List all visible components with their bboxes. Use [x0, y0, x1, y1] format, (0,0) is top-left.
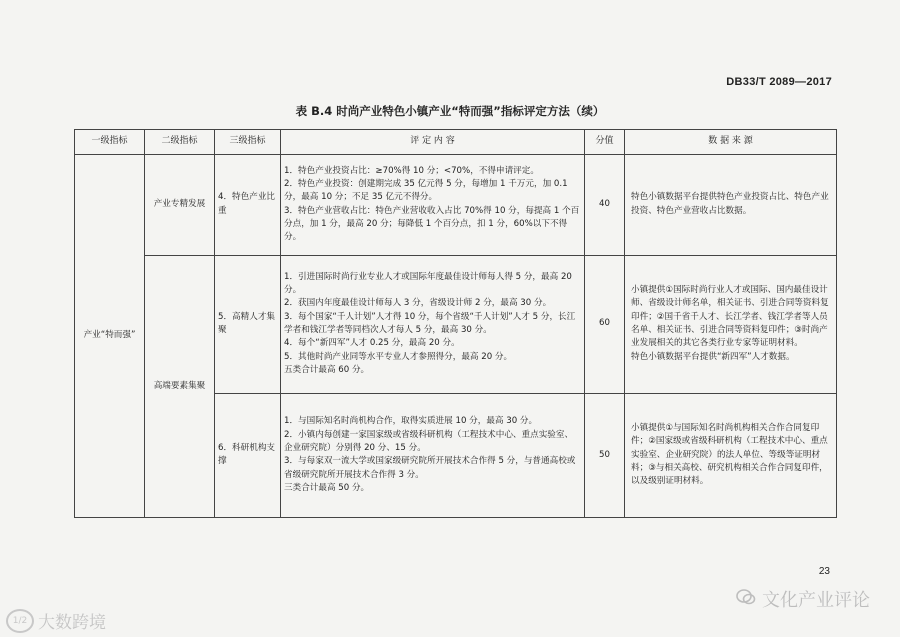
score-cell: 60 [585, 255, 625, 393]
header-source: 数 据 来 源 [625, 130, 837, 155]
header-level1: 一级指标 [75, 130, 145, 155]
criteria-line: 五类合计最高 60 分。 [284, 365, 370, 375]
criteria-cell [281, 155, 585, 256]
criteria-line: 3．每个国家“千人计划”人才得 10 分，每个省级“千人计划”人才 5 分，长江学者和钱江学者等同档次人才每人 5 分，最高 30 分。 [284, 311, 576, 336]
evaluation-table [74, 129, 837, 518]
header-criteria: 评 定 内 容 [281, 130, 585, 155]
table-row [75, 255, 837, 393]
criteria-line: 1．特色产业投资占比：≥70%得 10 分；<70%，不得申请评定。 [284, 165, 539, 176]
header-level3: 三级指标 [215, 130, 281, 155]
criteria-line: 3．特色产业营收占比：特色产业营收收入占比 70%得 10 分，每提高 1 个百分点，加 1 分，最高 20 分；每降低 1 个百分点，扣 1 分，60%以下不得分。 [284, 205, 580, 243]
level3-cell: 5．高精人才集聚 [215, 255, 281, 393]
table-title: 表 B.4 时尚产业特色小镇产业“特而强”指标评定方法（续） [295, 104, 605, 118]
table-row [75, 155, 837, 256]
criteria-line: 1．与国际知名时尚机构合作，取得实质进展 10 分，最高 30 分。 [284, 416, 538, 427]
header-level2: 二级指标 [145, 130, 215, 155]
level1-cell: 产业“特而强” [75, 155, 145, 518]
criteria-line: 4．每个“新四军”人才 0.25 分，最高 20 分。 [284, 338, 460, 349]
level3-cell: 6．科研机构支撑 [215, 393, 281, 517]
source-cell: 小镇提供①国际时尚行业人才或国际、国内最佳设计师、省级设计师名单，相关证书、引进合同等资料复印件；②国千省千人才、长江学者、钱江学者等人员名单、相关证书、引进合同等资料复印件；③时尚产业发展相关的其它各类行业专家等证明材料。 特色小镇数据平台提供“新四军”人才数据。 [625, 255, 837, 393]
criteria-line: 2．小镇内每创建一家国家级或省级科研机构（工程技术中心、重点实验室、企业研究院）分别得 20 分、15 分。 [284, 429, 574, 453]
criteria-cell [281, 255, 585, 393]
criteria-line: 三类合计最高 50 分。 [284, 482, 370, 493]
criteria-line: 3．与每家双一流大学或国家级研究院所开展技术合作得 5 分，与普通高校或省级研究院所开展技术合作得 3 分。 [284, 456, 576, 480]
watermark-right-text: 文化产业评论 [762, 590, 870, 611]
watermark-left [6, 608, 106, 633]
watermark-logo-icon: 1/2 [6, 609, 34, 633]
level2-cell: 产业专精发展 [145, 155, 215, 256]
criteria-line: 2．获国内年度最佳设计师每人 3 分，省级设计师 2 分，最高 30 分。 [284, 298, 552, 309]
table-header-row [75, 130, 837, 155]
page-number: 23 [818, 566, 830, 577]
source-cell: 小镇提供①与国际知名时尚机构相关合作合同复印件；②国家级或省级科研机构（工程技术中心、重点实验室、企业研究院）的法人单位、等级等证明材料；③与相关高校、研究机构相关合作合同复印件，以及级别证明材料。 [625, 393, 837, 517]
wechat-icon [736, 588, 756, 611]
level3-cell: 4．特色产业比重 [215, 155, 281, 256]
criteria-line: 2．特色产业投资：创建期完成 35 亿元得 5 分，每增加 1 千万元，加 0.1 分，最高 10 分；不足 35 亿元不得分。 [284, 179, 568, 203]
criteria-line: 5．其他时尚产业同等水平专业人才参照得分，最高 20 分。 [284, 351, 513, 362]
watermark-right [736, 586, 870, 612]
criteria-line: 1．引进国际时尚行业专业人才或国际年度最佳设计师每人得 5 分，最高 20 分。 [284, 271, 572, 296]
source-cell: 特色小镇数据平台提供特色产业投资占比、特色产业投资、特色产业营收占比数据。 [625, 155, 837, 256]
level2-cell: 高端要素集聚 [145, 255, 215, 517]
score-cell: 50 [585, 393, 625, 517]
standard-code: DB33/T 2089—2017 [726, 76, 832, 88]
criteria-cell [281, 393, 585, 517]
header-score: 分值 [585, 130, 625, 155]
watermark-left-text: 大数跨境 [38, 613, 106, 633]
score-cell: 40 [585, 155, 625, 256]
